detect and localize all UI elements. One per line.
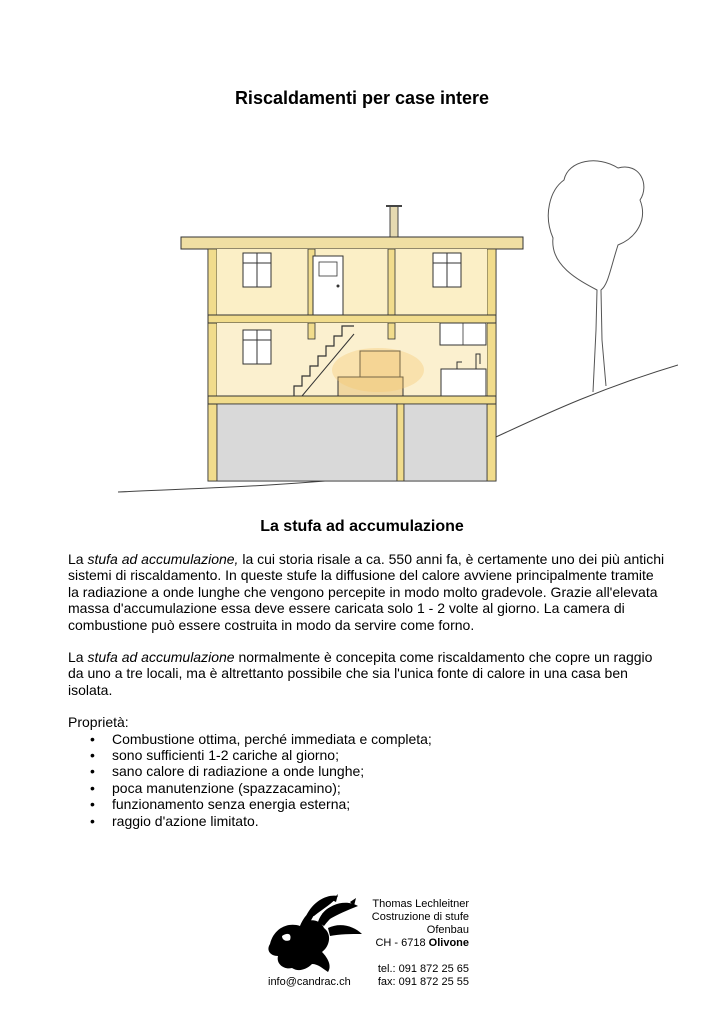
paragraph-intro-text: la cui storia risale a ca. 550 anni fa, è certamente uno dei più antichi sistemi di riscaldamento. In queste stufe la diffusione del calore avviene principalmente tramite la radiazione a onde lunghe che vengono percepite in modo molto gradevole. Grazie all'elevata massa d'accumulazione essa deve essere caricata solo 1 - 2 volte al giorno. La camera di combustione può essere costruita in modo da servire come forno. — [68, 551, 665, 633]
paragraph-range-pre: La — [68, 649, 88, 666]
place-prefix: CH - 6718 — [375, 937, 429, 949]
company-line-it: Costruzione di stufe — [371, 911, 469, 923]
paragraph-intro-pre: La — [68, 551, 88, 567]
company-tel: tel.: 091 872 25 65 — [377, 963, 469, 975]
company-place — [330, 937, 469, 950]
list-item: • Combustione ottima, perché immediata e completa; — [68, 731, 668, 747]
footer — [0, 888, 724, 998]
paragraph-range-text: normalmente è concepita come riscaldamento che copre un raggio da uno a tre locali, ma è altrettanto possibile che sia l'unica fonte di calore in una casa ben isolata. — [68, 649, 653, 698]
paragraph-range-term: stufa ad accumulazione — [87, 649, 235, 666]
paragraph-intro — [68, 551, 668, 633]
company-fax: fax: 091 872 25 55 — [377, 976, 469, 988]
page-title: Riscaldamenti per case intere — [234, 88, 490, 108]
section-title: La stufa ad accumulazione — [260, 518, 464, 535]
company-owner: Thomas Lechleitner — [372, 898, 469, 910]
place-name: Olivone — [428, 937, 469, 949]
paragraph-range — [68, 649, 668, 698]
properties-list — [68, 731, 668, 829]
list-item: • funzionamento senza energia esterna; — [68, 796, 668, 812]
company-address — [330, 898, 469, 989]
main-content — [68, 551, 668, 829]
company-line-de: Ofenbau — [426, 924, 469, 936]
list-item: • raggio d'azione limitato. — [68, 813, 668, 829]
list-item: • sano calore di radiazione a onde lunghe; — [68, 763, 668, 779]
list-item: • sono sufficienti 1-2 cariche al giorno; — [68, 747, 668, 763]
properties-label: Proprietà: — [68, 714, 129, 731]
list-item: • poca manutenzione (spazzacamino); — [68, 780, 668, 796]
paragraph-intro-term: stufa ad accumulazione, — [87, 551, 239, 567]
house-cross-section-illustration — [88, 140, 678, 505]
company-email: info@candrac.ch — [268, 976, 351, 988]
